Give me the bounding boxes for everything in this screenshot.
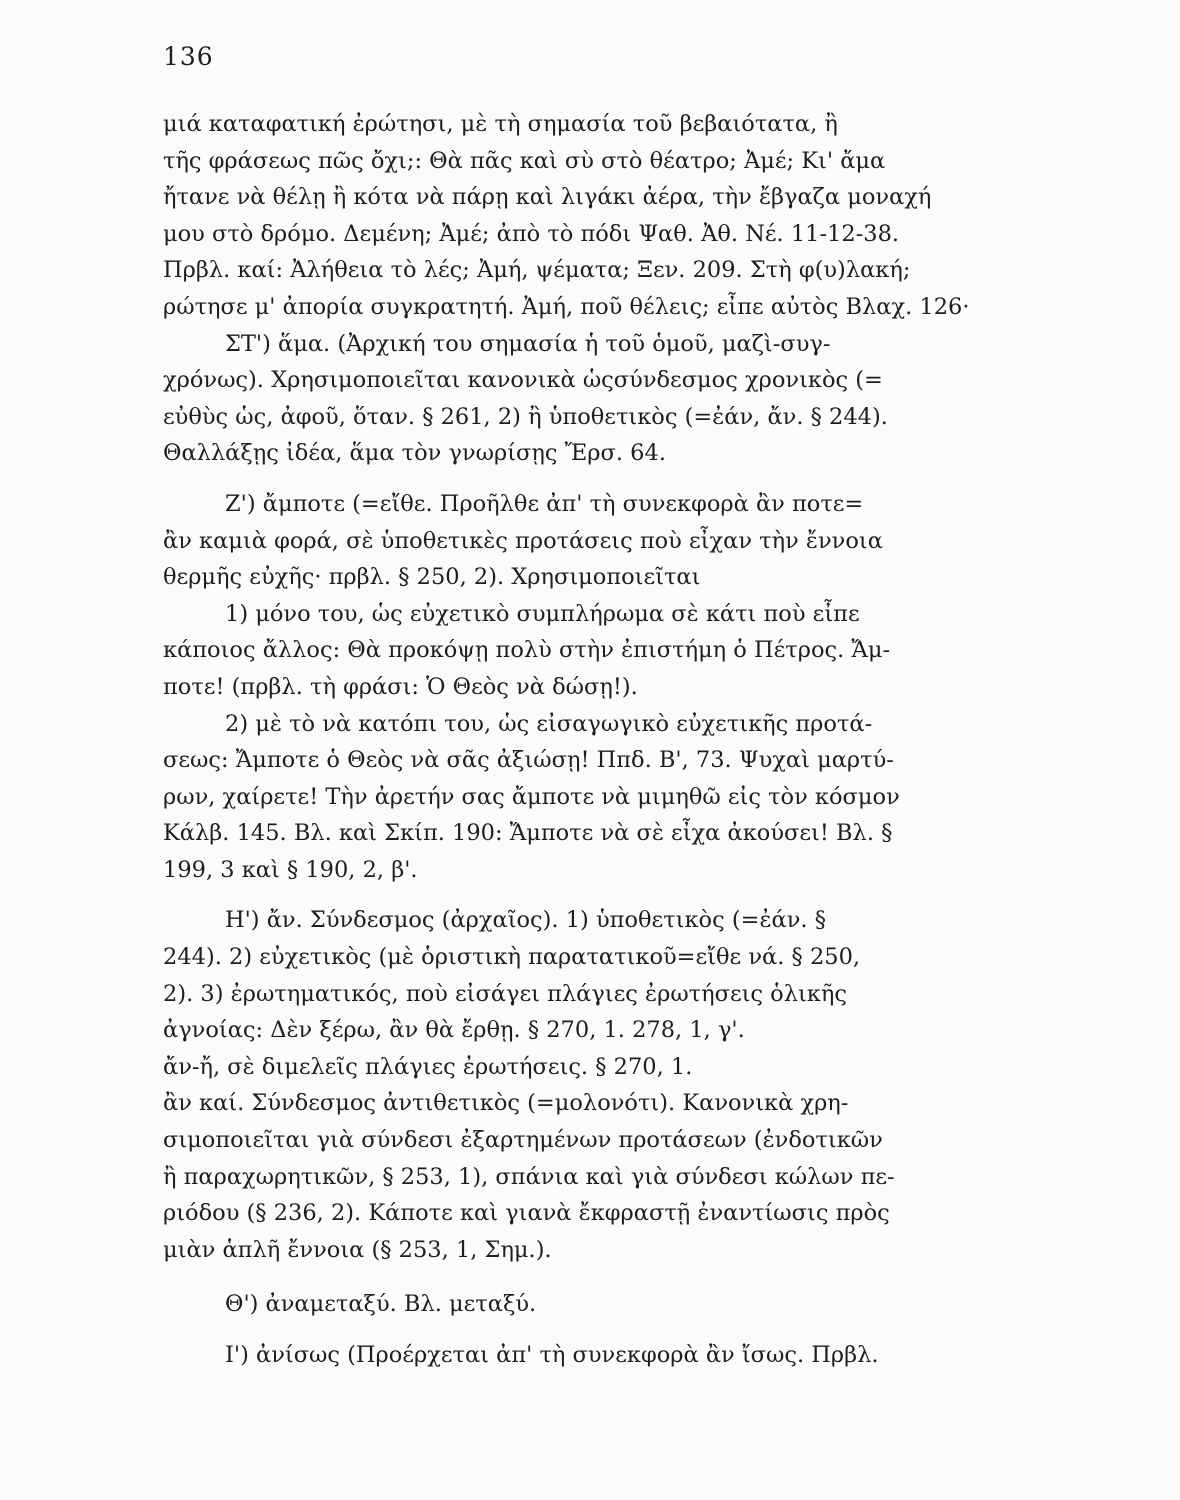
text-line: ἂν καί. Σύνδεσμος ἀντιθετικὸς (=μολονότι). Κανονικὰ χρη-: [163, 1090, 849, 1117]
text-line: κάποιος ἄλλος: Θὰ προκόψῃ πολὺ στὴν ἐπιστήμη ὁ Πέτρος. Ἄμ-: [163, 637, 891, 664]
text-line: 2). 3) ἐρωτηματικός, ποὺ εἰσάγει πλάγιες ἐρωτήσεις ὁλικῆς: [163, 980, 847, 1007]
text-line: μου στὸ δρόμο. Δεμένη; Ἀμέ; ἀπὸ τὸ πόδι Ψαθ. Ἀθ. Νέ. 11-12-38.: [163, 220, 900, 247]
text-line: ἂν καμιὰ φορά, σὲ ὑποθετικὲς προτάσεις ποὺ εἶχαν τὴν ἔννοια: [163, 527, 883, 554]
text-line: μιά καταφατική ἐρώτησι, μὲ τὴ σημασία τοῦ βεβαιότατα, ἢ: [163, 111, 838, 137]
page-text: [163, 106, 1013, 1374]
text-line: ρων, χαίρετε! Τὴν ἀρετήν σας ἄμποτε νὰ μιμηθῶ εἰς τὸν κόσμον: [163, 783, 900, 810]
text-line: 199, 3 καὶ § 190, 2, β'.: [163, 856, 418, 883]
text-line: ρώτησε μ' ἀπορία συγκρατητή. Ἀμή, ποῦ θέλεις; εἶπε αὐτὸς Βλαχ. 126·: [163, 293, 970, 320]
text-line: θερμῆς εὐχῆς· πρβλ. § 250, 2). Χρησιμοποιεῖται: [163, 564, 701, 591]
text-line: εὐθὺς ὡς, ἀφοῦ, ὅταν. § 261, 2) ἢ ὑποθετικὸς (=ἐάν, ἄν. § 244).: [163, 403, 888, 430]
text-line: ἢ παραχωρητικῶν, § 253, 1), σπάνια καὶ γιὰ σύνδεσι κώλων πε-: [163, 1163, 895, 1190]
section-heading-z: Ζ') ἄμποτε (=εἴθε. Προῆλθε ἀπ' τὴ συνεκφορὰ ἂν ποτε=: [225, 490, 864, 517]
text-line: Κάλβ. 145. Βλ. καὶ Σκίπ. 190: Ἄμποτε νὰ σὲ εἶχα ἀκούσει! Βλ. §: [163, 820, 893, 847]
text-line: 2) μὲ τὸ νὰ κατόπι του, ὡς εἰσαγωγικὸ εὐχετικῆς προτά-: [225, 710, 873, 737]
text-line: 244). 2) εὐχετικὸς (μὲ ὁριστικὴ παρατατικοῦ=εἴθε νά. § 250,: [163, 944, 861, 971]
text-line: τῆς φράσεως πῶς ὄχι;: Θὰ πᾶς καὶ σὺ στὸ θέατρο; Ἀμέ; Κι' ἄμα: [163, 147, 886, 174]
text-line: ποτε! (πρβλ. τὴ φράσι: Ὁ Θεὸς νὰ δώσῃ!).: [163, 673, 638, 700]
section-heading-st: ΣΤ') ἅμα. (Ἀρχική του σημασία ἡ τοῦ ὁμοῦ, μαζὶ-συγ-: [225, 330, 831, 357]
text-line: ἄν-ἤ, σὲ διμελεῖς πλάγιες ἐρωτήσεις. § 270, 1.: [163, 1053, 693, 1080]
section-heading-h: Η') ἄν. Σύνδεσμος (ἀρχαῖος). 1) ὑποθετικὸς (=ἐάν. §: [225, 907, 826, 934]
page-number: 136: [163, 42, 214, 71]
text-line: χρόνως). Χρησιμοποιεῖται κανονικὰ ὡςσύνδεσμος χρονικὸς (=: [163, 367, 883, 394]
text-line: Θαλλάξῃς ἰδέα, ἅμα τὸν γνωρίσῃς Ἔρσ. 64.: [163, 440, 666, 467]
text-line: σιμοποιεῖται γιὰ σύνδεσι ἐξαρτημένων προτάσεων (ἐνδοτικῶν: [163, 1127, 883, 1154]
section-heading-th: Θ') ἀναμεταξύ. Βλ. μεταξύ.: [225, 1291, 537, 1318]
text-line: ἤτανε νὰ θέλῃ ἢ κότα νὰ πάρῃ καὶ λιγάκι ἀέρα, τὴν ἔβγαζα μοναχή: [163, 184, 932, 211]
section-heading-i: Ι') ἀνίσως (Προέρχεται ἀπ' τὴ συνεκφορὰ ἂν ἴσως. Πρβλ.: [225, 1342, 879, 1368]
text-line: 1) μόνο του, ὡς εὐχετικὸ συμπλήρωμα σὲ κάτι ποὺ εἶπε: [225, 600, 860, 627]
text-line: ἀγνοίας: Δὲν ξέρω, ἂν θὰ ἔρθῃ. § 270, 1. 278, 1, γ'.: [163, 1017, 745, 1044]
text-line: μιὰν ἁπλῆ ἔννοια (§ 253, 1, Σημ.).: [163, 1236, 552, 1263]
text-line: Πρβλ. καί: Ἀλήθεια τὸ λές; Ἀμή, ψέματα; Ξεν. 209. Στὴ φ(υ)λακή;: [163, 257, 911, 284]
text-line: ριόδου (§ 236, 2). Κάποτε καὶ γιανὰ ἔκφραστῇ ἐναντίωσις πρὸς: [163, 1200, 890, 1227]
text-line: σεως: Ἄμποτε ὁ Θεὸς νὰ σᾶς ἀξιώσῃ! Ππδ. Β', 73. Ψυχαὶ μαρτύ-: [163, 747, 894, 774]
